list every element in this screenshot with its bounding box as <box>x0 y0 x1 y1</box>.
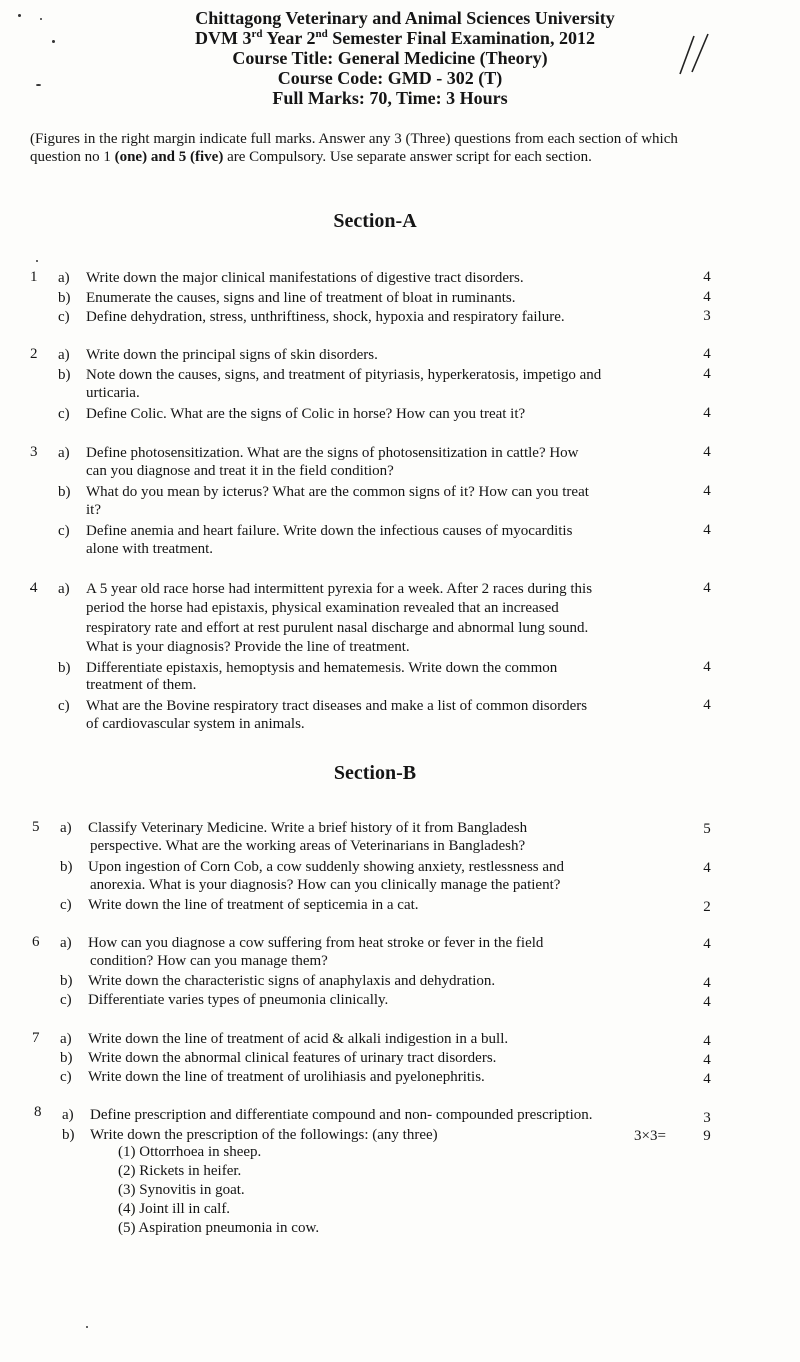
scan-speck <box>86 1326 88 1328</box>
sub-question-continuation: respiratory rate and effort at rest purulent nasal discharge and abnormal lung sound. <box>86 620 589 636</box>
list-item: (2) Rickets in heifer. <box>118 1163 242 1179</box>
sub-question-continuation: anorexia. What is your diagnosis? How can you clinically manage the patient? <box>90 877 561 893</box>
question-number: 7 <box>32 1030 40 1046</box>
list-item: (4) Joint ill in calf. <box>118 1201 231 1217</box>
question-mark: 4 <box>703 659 711 675</box>
question-mark: 4 <box>703 346 711 362</box>
question-mark: 4 <box>703 444 711 460</box>
question-number: 4 <box>30 580 38 596</box>
question-mark: 4 <box>703 1071 711 1087</box>
question-mark: 4 <box>703 994 711 1010</box>
question-mark: 4 <box>703 1052 711 1068</box>
question-number: 5 <box>32 819 40 835</box>
question-mark: 9 <box>703 1128 711 1144</box>
sub-question-continuation: condition? How can you manage them? <box>90 953 328 969</box>
question-mark: 3 <box>703 308 711 324</box>
question-mark: 4 <box>703 522 711 538</box>
question-mark: 4 <box>703 366 711 382</box>
question-mark: 4 <box>703 289 711 305</box>
question-mark: 4 <box>703 580 711 596</box>
question-mark: 4 <box>703 405 711 421</box>
marks-formula: 3×3= <box>634 1128 666 1144</box>
question-mark: 4 <box>703 483 711 499</box>
sub-question-continuation: What is your diagnosis? Provide the line of treatment. <box>86 639 410 655</box>
scan-speck <box>36 260 38 262</box>
question-number: 1 <box>30 269 38 285</box>
question-mark: 4 <box>703 975 711 991</box>
sub-question-continuation: perspective. What are the working areas of Veterinarians in Bangladesh? <box>90 838 526 854</box>
course-code: Course Code: GMD - 302 (T) <box>277 68 503 88</box>
question-mark: 4 <box>703 1033 711 1049</box>
university-name: Chittagong Veterinary and Animal Sciences University <box>195 8 615 28</box>
prescription-list <box>118 1143 319 1238</box>
sub-question-continuation: period the horse had epistaxis, physical examination revealed that an increased <box>86 600 559 616</box>
sub-question-continuation: can you diagnose and treat it in the field condition? <box>86 463 394 479</box>
exam-page: Chittagong Veterinary and Animal Sciences University DVM 3rd Year 2nd Semester Final Examination, 2012 Course Title: General Medicine (Theory) Course Code: GMD - 302 (T) Full Marks: 70, Time: 3 Hours (Figures in the right margin indicate full marks. Answer any 3 (Three) questions from each section of which question no 1 (one) and 5 (five) are Compulsory. Use separate answer script for each section. Section-A 1 a) Write down the major clinical manifestations of digestive tract disorders. 4 b) Enumerate the causes, signs and line of treatment of bloat in ruminants. 4 c) Define dehydration, stress, unthriftiness, shock, hypoxia and respiratory failure. 3 2 a) Write down the principal signs of skin disorders. 4 b) Note down the causes, signs, and treatment of pityriasis, hyperkeratosis, impetigo and urticaria. 4 c) Define Colic. What are the signs of Colic in horse? How can you treat it? 4 3 a) Define photosensitization. What are the signs of photosensitization in cattle? How can you diagnose and treat it in the field condition? 4 b) What do you mean by icterus? What are the common signs of it? How can you treat it? 4 c) Define anemia and heart failure. Write down the infectious causes of myocarditis alone with treatment. 4 4 a) A 5 year old race horse had intermittent pyrexia for a week. After 2 races during this period the horse had epistaxis, physical examination revealed that an increased respiratory rate and effort at rest purulent nasal discharge and abnormal lung sound. What is your diagnosis? Provide the line of treatment. 4 b) Differentiate epistaxis, hemoptysis and hematemesis. Write down the common treatment of them. 4 c) What are the Bovine respiratory tract diseases and make a list of common disorders of cardiovascular system in animals. 4 Section-B 5 a) Classify Veterinary Medicine. Write a brief history of it from Bangladesh perspective. What are the working areas of Veterinarians in Bangladesh? 5 b) Upon ingestion of Corn Cob, a cow suddenly showing anxiety, restlessness and anorexia. What is your diagnosis? How can you clinically manage the patient? 4 c) Write down the line of treatment of septicemia in a cat. 2 6 a) How can you diagnose a cow suffering from heat stroke or fever in the field condition? How can you manage them? 4 b) Write down the characteristic signs of anaphylaxis and dehydration. 4 c) Differentiate varies types of pneumonia clinically. 4 7 a) Write down the line of treatment of acid & alkali indigestion in a bull. 4 b) Write down the abnormal clinical features of urinary tract disorders. 4 c) Write down the line of treatment of urolihiasis and pyelonephritis. 4 8 a) Define prescription and differentiate compound and non- compounded prescription. 3 b) Write down the prescription of the followings: (any three) 3×3= 9 (1) Ottorrhoea in sheep. (2) Rickets in heifer. (3) Synovitis in goat. (4) Joint ill in calf. (5) Aspiration pneumonia in cow. <box>0 0 800 1362</box>
question-mark: 4 <box>703 697 711 713</box>
question-mark: 4 <box>703 936 711 952</box>
question-number: 3 <box>30 444 38 460</box>
question-number: 2 <box>30 346 38 362</box>
question-mark: 4 <box>703 860 711 876</box>
sub-question-continuation: of cardiovascular system in animals. <box>86 716 305 732</box>
instructions: (Figures in the right margin indicate full marks. Answer any 3 (Three) questions from each section of which question no 1 (one) and 5 (five) are Compulsory. Use separate answer script for each section. <box>30 131 678 165</box>
question-number: 6 <box>32 934 40 950</box>
sub-question-continuation: treatment of them. <box>86 677 197 693</box>
question-mark: 5 <box>703 821 711 837</box>
section-a-title: Section-A <box>333 210 417 232</box>
list-item: (1) Ottorrhoea in sheep. <box>118 1144 262 1160</box>
list-item: (5) Aspiration pneumonia in cow. <box>118 1220 320 1236</box>
list-item: (3) Synovitis in goat. <box>118 1182 245 1198</box>
question-mark: 2 <box>703 899 711 915</box>
sub-question-continuation: urticaria. <box>86 385 140 401</box>
section-b-title: Section-B <box>333 762 417 784</box>
course-title: Course Title: General Medicine (Theory) <box>232 48 548 68</box>
sub-question-continuation: it? <box>86 502 101 518</box>
handwritten-slash-mark <box>676 32 716 78</box>
question-number: 8 <box>34 1104 42 1120</box>
question-mark: 3 <box>703 1110 711 1126</box>
sub-question-continuation: alone with treatment. <box>86 541 214 557</box>
question-mark: 4 <box>703 269 711 285</box>
exam-title: DVM 3rd Year 2nd Semester Final Examination, 2012 <box>195 28 595 48</box>
full-marks: Full Marks: 70, Time: 3 Hours <box>272 88 508 108</box>
